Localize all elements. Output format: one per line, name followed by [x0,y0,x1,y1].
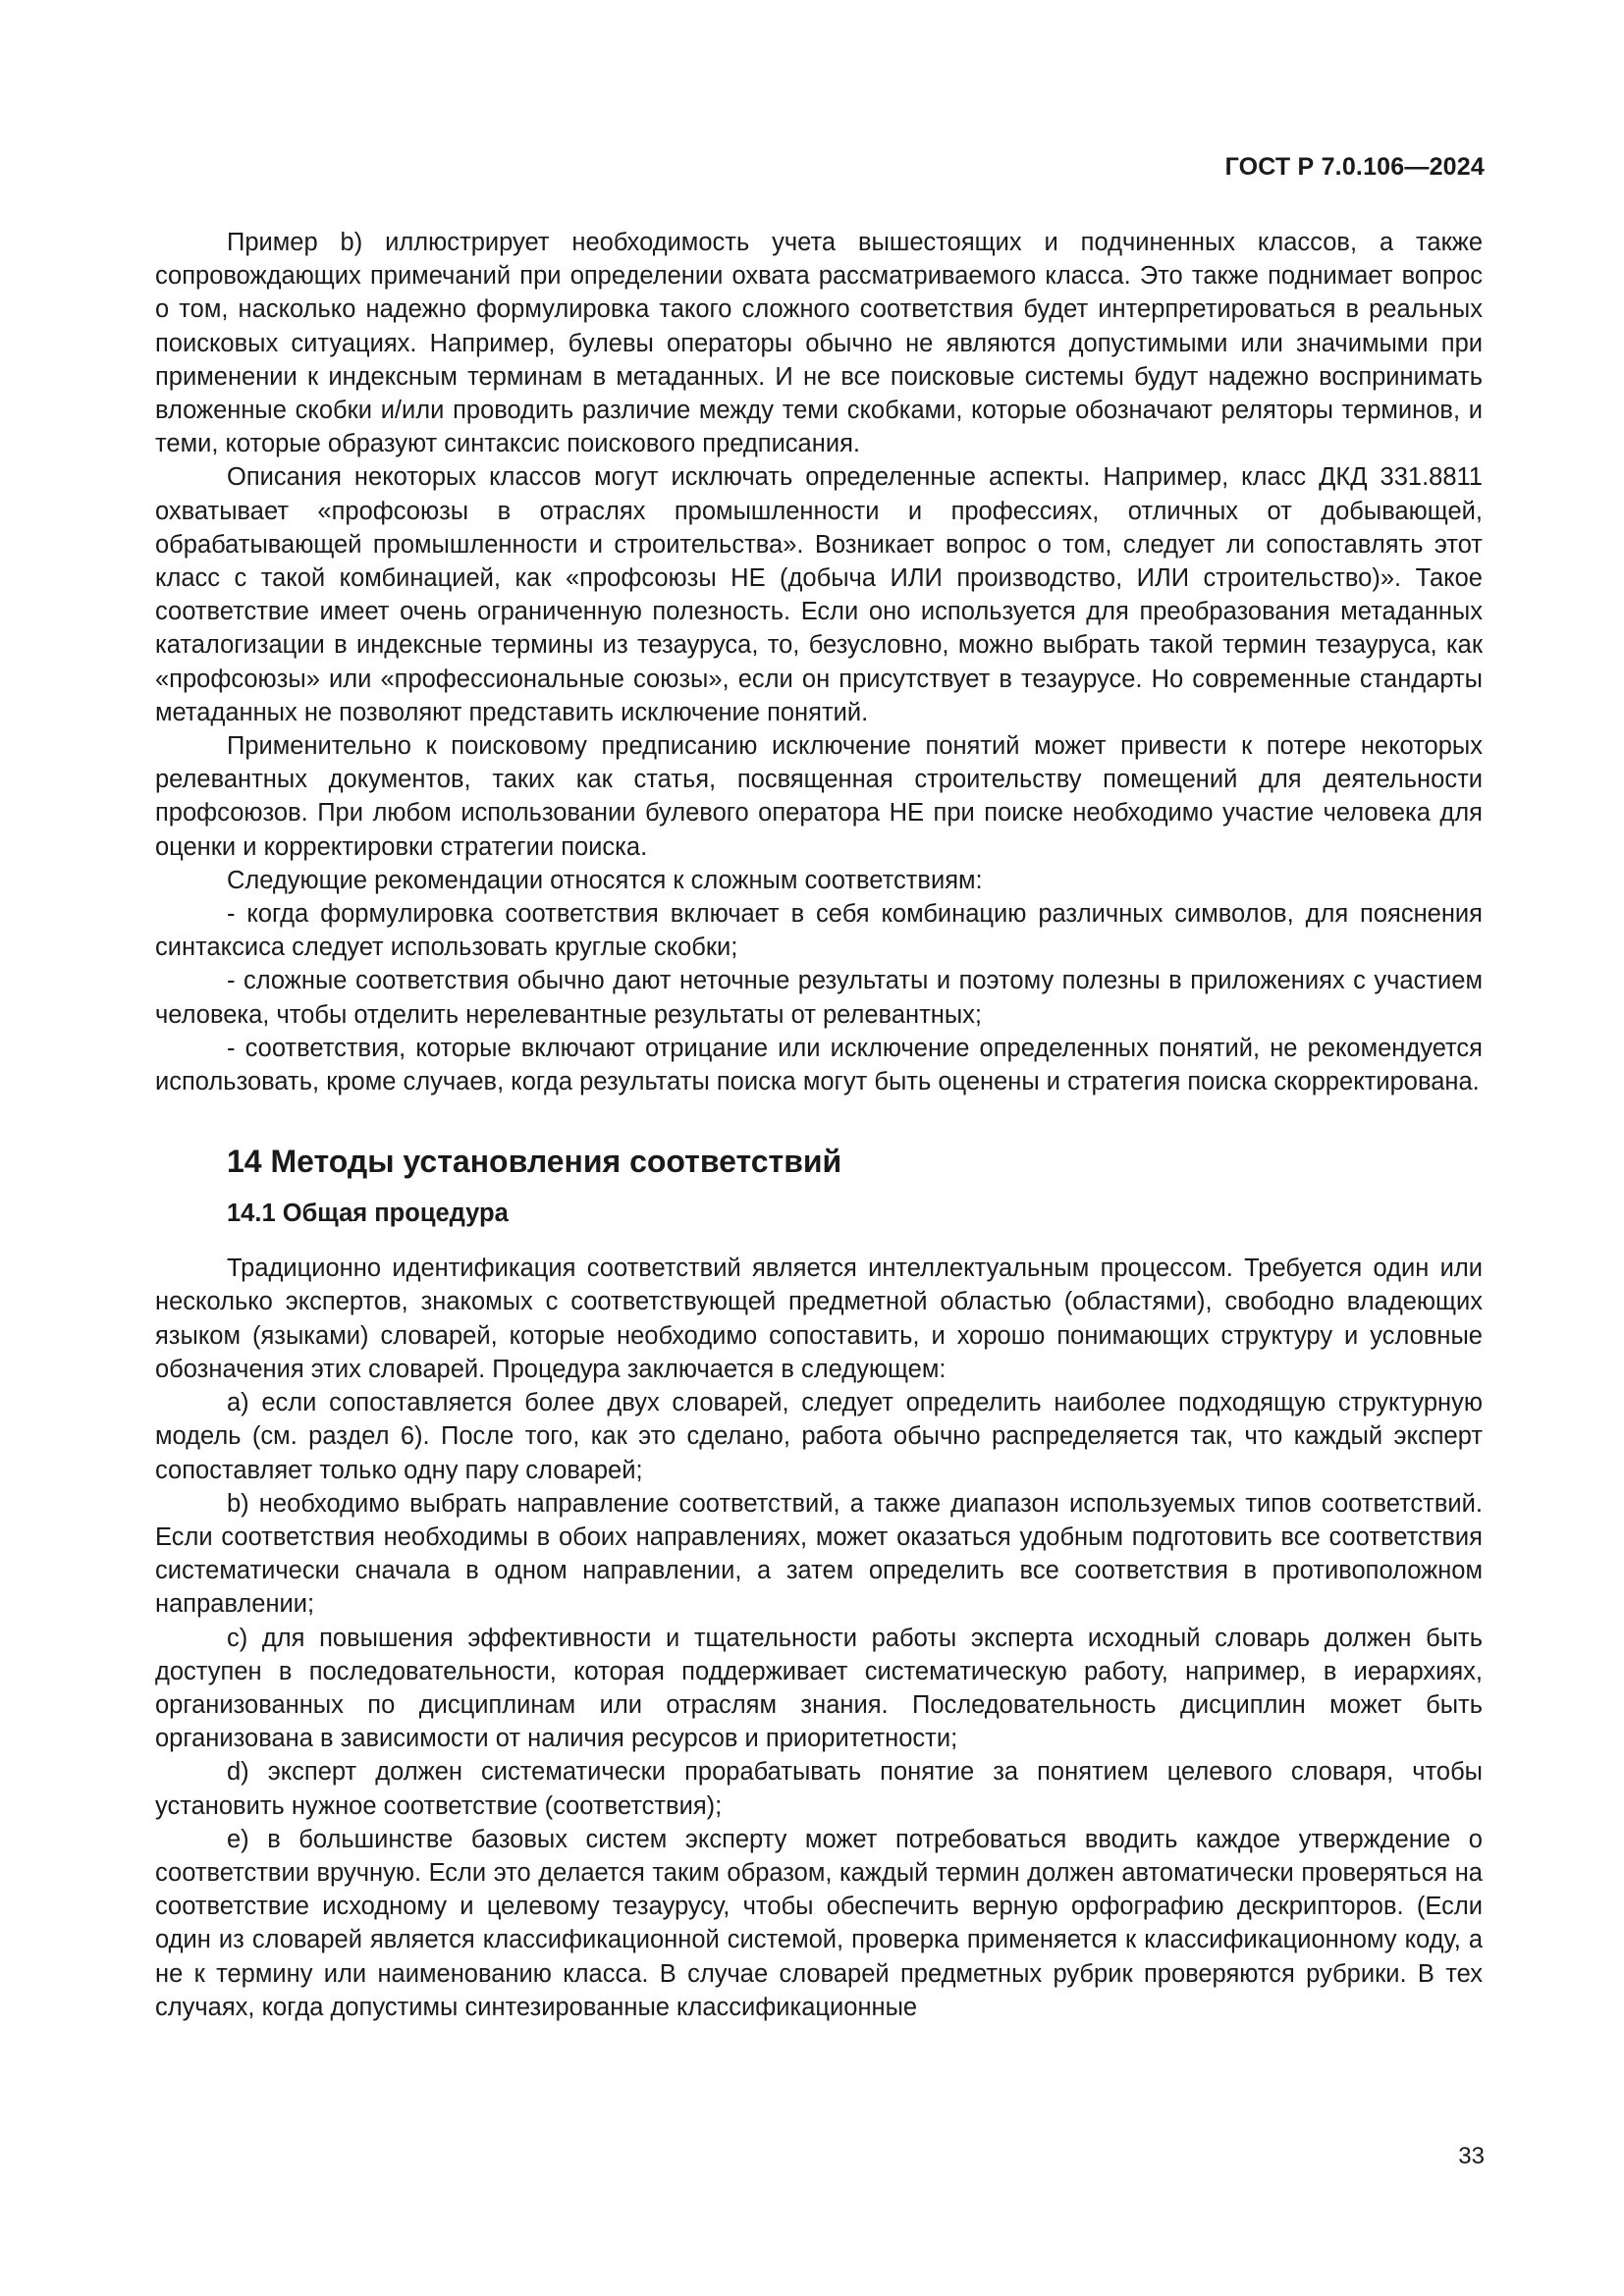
list-item: c) для повышения эффективности и тщательности работы эксперта исходный словарь должен быть доступен в последовательности, которая поддерживает систематическую работу, например, в иерархиях, организованных по дисциплинам или отраслям знания. Последовательность дисциплин может быть организована в зависимости от наличия ресурсов и приоритетности; [155,1624,1483,1753]
subsection-heading: 14.1 Общая процедура [227,1200,509,1228]
list-item: - когда формулировка соответствия включает в себя комбинацию различных символов, для пояснения синтаксиса следует использовать круглые скобки; [155,900,1483,962]
list-item: - сложные соответствия обычно дают неточные результаты и поэтому полезны в приложениях с участием человека, чтобы отделить нерелевантные результаты от релевантных; [155,967,1483,1029]
list-item: e) в большинстве базовых систем эксперту может потребоваться вводить каждое утверждение о соответствии вручную. Если это делается таким образом, каждый термин должен автоматически проверяться на соответствие исходному и целевому тезаурусу, чтобы обеспечить верную орфографию дескрипторов. (Если один из словарей является классификационной системой, проверка применяется к классификационному коду, а не к термину или наименованию класса. В случае словарей предметных рубрик проверяются рубрики. В тех случаях, когда допустимы синтезированные классификационные [155,1825,1483,2021]
paragraph: Применительно к поисковому предписанию исключение понятий может привести к потере некоторых релевантных документов, таких как статья, посвященная строительству помещений для деятельности профсоюзов. При любом использовании булевого оператора НЕ при поиске необходимо участие человека для оценки и корректировки стратегии поиска. [155,732,1483,861]
list-item: b) необходимо выбрать направление соответствий, а также диапазон используемых типов соответствий. Если соответствия необходимы в обоих направлениях, может оказаться удобным подготовить все соответствия систематически сначала в одном направлении, а затем определить все соответствия в противоположном направлении; [155,1489,1483,1619]
page-content [155,226,1483,2024]
paragraph: Пример b) иллюстрирует необходимость учета вышестоящих и подчиненных классов, а также сопровождающих примечаний при определении охвата рассматриваемого класса. Это также поднимает вопрос о том, насколько надежно формулировка такого сложного соответствия будет интерпретироваться в реальных поисковых ситуациях. Например, булевы операторы обычно не являются допустимыми или значимыми при применении к индексным терминам в метаданных. И не все поисковые системы будут надежно воспринимать вложенные скобки и/или проводить различие между теми скобками, которые обозначают реляторы терминов, и теми, которые образуют синтаксис поискового предписания. [155,229,1483,458]
list-item: a) если сопоставляется более двух словарей, следует определить наиболее подходящую структурную модель (см. раздел 6). После того, как это сделано, работа обычно распределяется так, что каждый эксперт сопоставляет только одну пару словарей; [155,1389,1483,1484]
list-item: d) эксперт должен систематически прорабатывать понятие за понятием целевого словаря, чтобы установить нужное соответствие (соответствия); [155,1758,1483,1820]
paragraph: Описания некоторых классов могут исключать определенные аспекты. Например, класс ДКД 331.8811 охватывает «профсоюзы в отраслях промышленности и профессиях, отличных от добывающей, обрабатывающей промышленности и строительства». Возникает вопрос о том, следует ли сопоставлять этот класс с такой комбинацией, как «профсоюзы НЕ (добыча ИЛИ производство, ИЛИ строительство)». Такое соответствие имеет очень ограниченную полезность. Если оно используется для преобразования метаданных каталогизации в индексные термины из тезауруса, то, безусловно, можно выбрать такой термин тезауруса, как «профсоюзы» или «профессиональные союзы», если он присутствует в тезаурусе. Но современные стандарты метаданных не позволяют представить исключение понятий. [155,463,1483,726]
page-number: 33 [1458,2143,1485,2169]
paragraph: Следующие рекомендации относятся к сложным соответствиям: [227,866,983,894]
document-code-header: ГОСТ Р 7.0.106—2024 [1224,153,1485,181]
list-item: - соответствия, которые включают отрицание или исключение определенных понятий, не рекомендуется использовать, кроме случаев, когда результаты поиска могут быть оценены и стратегия поиска скорректирована. [155,1034,1483,1096]
section-heading: 14 Методы установления соответствий [227,1144,842,1180]
paragraph: Традиционно идентификация соответствий является интеллектуальным процессом. Требуется один или несколько экспертов, знакомых с соответствующей предметной областью (областями), свободно владеющих языком (языками) словарей, которые необходимо сопоставить, и хорошо понимающих структуру и условные обозначения этих словарей. Процедура заключается в следующем: [155,1255,1483,1383]
